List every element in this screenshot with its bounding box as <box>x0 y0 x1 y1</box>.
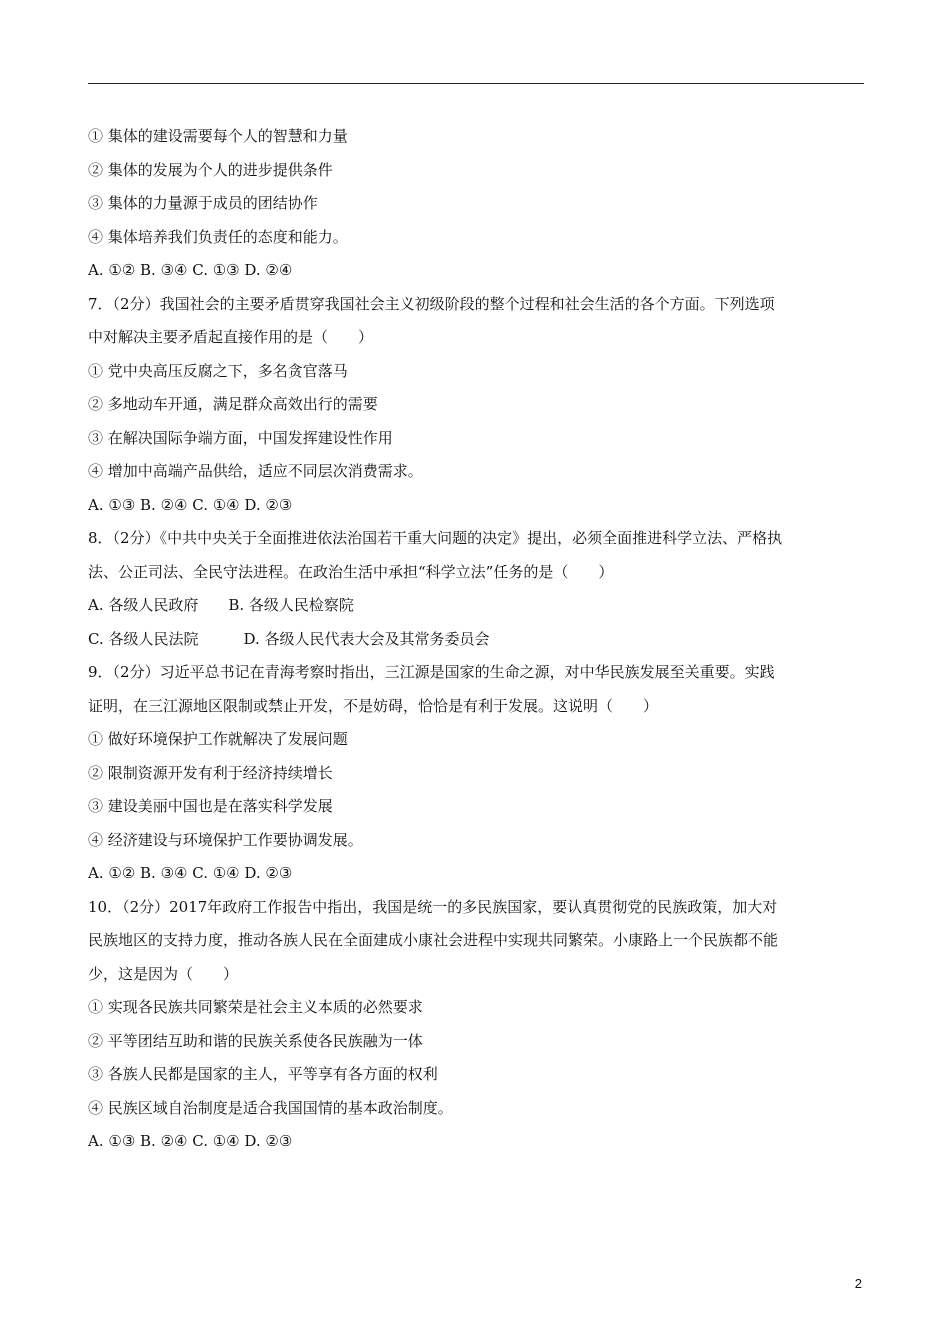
question-10-line-1: 10．（2分）2017年政府工作报告中指出，我国是统一的多民族国家，要认真贯彻党的民族政策，加大对 <box>88 897 778 916</box>
option-line: ① 集体的建设需要每个人的智慧和力量 <box>88 127 348 145</box>
answer-choices: A. 各级人民政府 B. 各级人民检察院 <box>88 596 354 614</box>
option-line: ③ 集体的力量源于成员的团结协作 <box>88 194 318 212</box>
page-content <box>88 120 864 1159</box>
option-line: ③ 在解决国际争端方面，中国发挥建设性作用 <box>88 428 393 447</box>
page-number: 2 <box>854 1276 862 1291</box>
option-line: ② 限制资源开发有利于经济持续增长 <box>88 763 333 782</box>
answer-choices: A. ①③ B. ②④ C. ①④ D. ②③ <box>88 1132 293 1150</box>
answer-choices: C. 各级人民法院 D. 各级人民代表大会及其常务委员会 <box>88 629 490 648</box>
option-line: ④ 民族区域自治制度是适合我国国情的基本政治制度。 <box>88 1098 453 1117</box>
question-8-line-1: 8．（2分）《中共中央关于全面推进依法治国若干重大问题的决定》提出，必须全面推进科学立法、严格执 <box>88 529 783 547</box>
answer-choices: A. ①③ B. ②④ C. ①④ D. ②③ <box>88 495 293 514</box>
option-line: ③ 各族人民都是国家的主人，平等享有各方面的权利 <box>88 1065 438 1083</box>
option-line: ④ 增加中高端产品供给，适应不同层次消费需求。 <box>88 462 423 480</box>
option-line: ① 党中央高压反腐之下，多名贪官落马 <box>88 361 348 380</box>
question-10-line-2: 民族地区的支持力度，推动各族人民在全面建成小康社会进程中实现共同繁荣。小康路上一个民族都不能 <box>88 931 779 949</box>
option-line: ② 多地动车开通，满足群众高效出行的需要 <box>88 395 378 413</box>
question-9-line-2: 证明，在三江源地区限制或禁止开发，不是妨碍，恰恰是有利于发展。这说明（ ） <box>88 696 659 715</box>
option-line: ① 实现各民族共同繁荣是社会主义本质的必然要求 <box>88 998 423 1016</box>
answer-choices: A. ①② B. ③④ C. ①④ D. ②③ <box>88 864 293 882</box>
question-8-line-2: 法、公正司法、全民守法进程。在政治生活中承担“科学立法”任务的是（ ） <box>88 562 614 581</box>
option-line: ④ 经济建设与环境保护工作要协调发展。 <box>88 830 363 849</box>
question-7-line-1: 7．（2分）我国社会的主要矛盾贯穿我国社会主义初级阶段的整个过程和社会生活的各个方面。下列选项 <box>88 294 775 313</box>
question-7-line-2: 中对解决主要矛盾起直接作用的是（ ） <box>88 328 374 346</box>
option-line: ② 平等团结互助和谐的民族关系使各民族融为一体 <box>88 1031 423 1050</box>
question-9-line-1: 9．（2分）习近平总书记在青海考察时指出，三江源是国家的生命之源，对中华民族发展至关重要。实践 <box>88 663 775 681</box>
option-line: ② 集体的发展为个人的进步提供条件 <box>88 160 333 179</box>
question-10-line-3: 少，这是因为（ ） <box>88 964 239 983</box>
option-line: ③ 建设美丽中国也是在落实科学发展 <box>88 797 333 815</box>
option-line: ④ 集体培养我们负责任的态度和能力。 <box>88 227 348 246</box>
option-line: ① 做好环境保护工作就解决了发展问题 <box>88 730 348 748</box>
answer-choices: A. ①② B. ③④ C. ①③ D. ②④ <box>88 261 293 279</box>
header-rule <box>88 83 864 84</box>
